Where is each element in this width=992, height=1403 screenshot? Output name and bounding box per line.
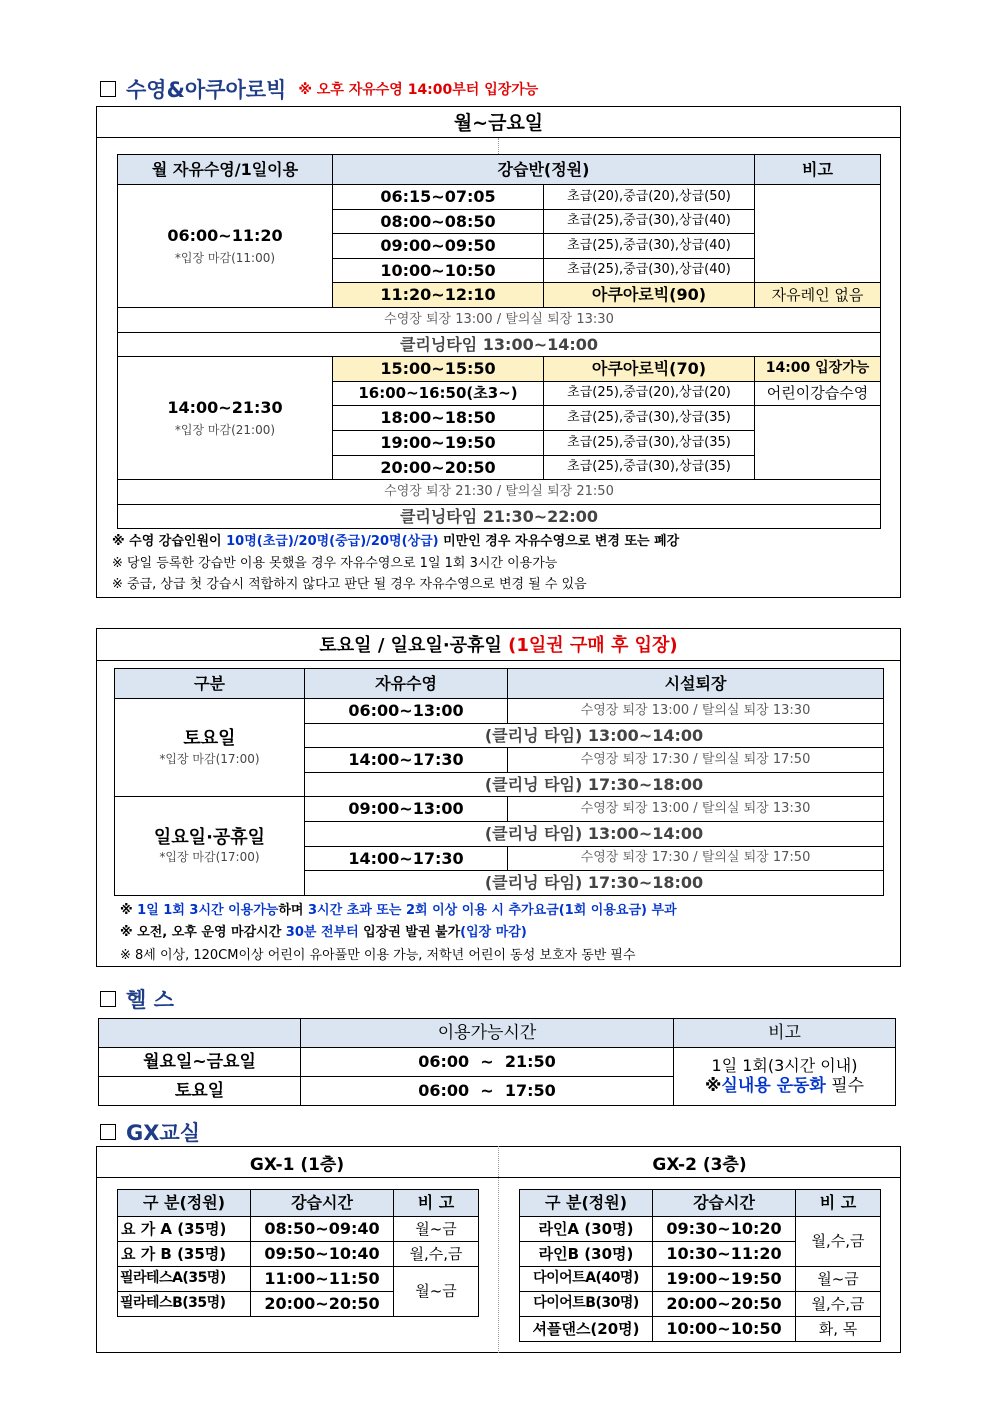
col-header: 시설퇴장 — [508, 669, 884, 699]
note-text: ※ 오전, 오후 운영 마감시간 — [120, 925, 286, 940]
health-day: 토요일 — [99, 1077, 301, 1106]
class-time: 10:00~10:50 — [653, 1317, 796, 1342]
health-time: 06:00 ~ 21:50 — [301, 1048, 674, 1077]
note-cell — [755, 185, 881, 283]
divider — [498, 138, 499, 154]
col-header — [99, 1019, 301, 1048]
note-text: 입장권 발권 불가 — [358, 925, 461, 940]
class-days: 월~금 — [796, 1267, 881, 1292]
saturday-close: *입장 마감(17:00) — [159, 751, 260, 766]
pm-close: *입장 마감(21:00) — [174, 423, 276, 438]
pm-free-cell — [118, 357, 333, 480]
checkbox-square-icon — [100, 81, 116, 97]
sunday-label: 일요일·공휴일 — [153, 826, 266, 848]
class-time: 09:00~09:50 — [333, 234, 544, 259]
class-name: 요 가 B (35명) — [118, 1242, 251, 1267]
class-days: 월~금 — [394, 1217, 479, 1242]
class-time: 19:00~19:50 — [333, 430, 544, 455]
checkbox-square-icon — [100, 991, 116, 1007]
cleaning-time-2: 클리닝타임 21:30~22:00 — [118, 504, 881, 529]
col-header: 구 분(정원) — [118, 1190, 251, 1217]
sunday-close: *입장 마감(17:00) — [159, 850, 260, 865]
sat-pm-exit: 수영장 퇴장 17:30 / 탈의실 퇴장 17:50 — [508, 748, 884, 773]
class-days: 월~금 — [394, 1267, 479, 1317]
note-highlight: 30분 전부터 — [285, 925, 359, 940]
gx-title: GX교실 — [126, 1121, 200, 1145]
class-name: 필라테스A(35명) — [118, 1267, 251, 1292]
health-table — [98, 1018, 896, 1106]
gx-heading — [100, 1117, 200, 1147]
col-header: 강습반(정원) — [333, 155, 755, 185]
kids-note: 어린이강습수영 — [755, 381, 881, 406]
sat-pm-time: 14:00~17:30 — [305, 748, 508, 773]
sun-am-exit: 수영장 퇴장 13:00 / 탈의실 퇴장 13:30 — [508, 797, 884, 822]
sat-am-time: 06:00~13:00 — [305, 699, 508, 724]
col-header: 구분 — [115, 669, 305, 699]
saturday-label: 토요일 — [183, 728, 236, 750]
gx1-table — [117, 1189, 479, 1317]
note-highlight: 실내용 운동화 — [721, 1075, 826, 1096]
class-time: 20:00~20:50 — [251, 1292, 394, 1317]
class-time: 11:00~11:50 — [251, 1267, 394, 1292]
aqua-am-note: 자유레인 없음 — [755, 283, 881, 308]
class-name: 요 가 A (35명) — [118, 1217, 251, 1242]
class-time: 10:00~10:50 — [333, 258, 544, 283]
health-time: 06:00 ~ 17:50 — [301, 1077, 674, 1106]
am-exit: 수영장 퇴장 13:00 / 탈의실 퇴장 13:30 — [118, 307, 881, 332]
col-header: 월 자유수영/1일이용 — [118, 155, 333, 185]
class-name: 다이어트B(30명) — [520, 1292, 653, 1317]
cleaning-time: (클리닝 타임) 17:30~18:00 — [305, 871, 884, 896]
weekend-note-1 — [120, 899, 677, 918]
col-header: 자유수영 — [305, 669, 508, 699]
class-days: 월,수,금 — [796, 1292, 881, 1317]
sun-am-time: 09:00~13:00 — [305, 797, 508, 822]
col-header: 비 고 — [796, 1190, 881, 1217]
sat-am-exit: 수영장 퇴장 13:00 / 탈의실 퇴장 13:30 — [508, 699, 884, 724]
health-heading — [100, 984, 174, 1014]
cleaning-time: (클리닝 타임) 13:00~14:00 — [305, 821, 884, 846]
class-name: 다이어트A(40명) — [520, 1267, 653, 1292]
col-header: 이용가능시간 — [301, 1019, 674, 1048]
swim-heading-note: ※ 오후 자유수영 14:00부터 입장가능 — [298, 82, 539, 98]
weekend-title-text: 토요일 / 일요일·공휴일 — [319, 635, 502, 656]
sunday-cell — [115, 797, 305, 895]
cleaning-time-1: 클리닝타임 13:00~14:00 — [118, 332, 881, 357]
col-header: 강습시간 — [653, 1190, 796, 1217]
sun-pm-exit: 수영장 퇴장 17:30 / 탈의실 퇴장 17:50 — [508, 846, 884, 871]
class-time: 09:30~10:20 — [653, 1217, 796, 1242]
note-text: ※ — [120, 903, 138, 918]
health-note-1: 1일 1회(3시간 이내) — [711, 1056, 858, 1076]
col-header: 비고 — [674, 1019, 896, 1048]
am-free-cell — [118, 185, 333, 308]
class-time: 20:00~20:50 — [653, 1292, 796, 1317]
swim-note-2: ※ 당일 등록한 강습반 이용 못했을 경우 자유수영으로 1일 1회 3시간 이용가능 — [112, 556, 558, 571]
aqua-pm-cap: 아쿠아로빅(70) — [544, 357, 755, 382]
class-days: 월,수,금 — [796, 1217, 881, 1267]
pm-exit: 수영장 퇴장 21:30 / 탈의실 퇴장 21:50 — [118, 480, 881, 505]
note-text: 하며 — [278, 903, 309, 918]
aqua-pm-note: 14:00 입장가능 — [755, 357, 881, 382]
class-capacity: 초급(25),중급(30),상급(40) — [544, 258, 755, 283]
note-text: 필수 — [825, 1075, 865, 1096]
class-time: 19:00~19:50 — [653, 1267, 796, 1292]
pm-free-time: 14:00~21:30 — [167, 397, 283, 417]
class-capacity: 초급(25),중급(30),상급(35) — [544, 455, 755, 480]
weekend-title — [96, 628, 901, 661]
swim-title: 수영&아쿠아로빅 — [126, 78, 287, 102]
weekend-note-2 — [120, 921, 527, 940]
note-highlight: 10명(초급)/20명(중급)/20명(상급) — [226, 534, 439, 549]
kids-time: 16:00~16:50(초3~) — [333, 381, 544, 406]
class-time: 18:00~18:50 — [333, 406, 544, 431]
aqua-am-time: 11:20~12:10 — [333, 283, 544, 308]
class-capacity: 초급(25),중급(30),상급(40) — [544, 209, 755, 234]
gx2-title: GX-2 (3층) — [652, 1154, 747, 1175]
aqua-pm-time: 15:00~15:50 — [333, 357, 544, 382]
note-highlight: 1일 1회 3시간 이용가능 — [137, 903, 279, 918]
col-header: 비고 — [755, 155, 881, 185]
cleaning-time: (클리닝 타임) 13:00~14:00 — [305, 723, 884, 748]
class-capacity: 초급(25),중급(30),상급(35) — [544, 430, 755, 455]
class-name: 필라테스B(35명) — [118, 1292, 251, 1317]
checkbox-square-icon — [100, 1124, 116, 1140]
class-time: 08:00~08:50 — [333, 209, 544, 234]
class-days: 화, 목 — [796, 1317, 881, 1342]
cleaning-time: (클리닝 타임) 17:30~18:00 — [305, 772, 884, 797]
col-header: 비 고 — [394, 1190, 479, 1217]
saturday-cell — [115, 699, 305, 797]
am-close: *입장 마감(11:00) — [174, 251, 276, 266]
col-header: 구 분(정원) — [520, 1190, 653, 1217]
class-time: 08:50~09:40 — [251, 1217, 394, 1242]
swim-note-3: ※ 중급, 상급 첫 강습시 적합하지 않다고 판단 될 경우 자유수영으로 변경 될 수 있음 — [112, 577, 587, 592]
am-free-time: 06:00~11:20 — [167, 225, 283, 245]
health-note-2 — [674, 1077, 895, 1096]
col-header: 강습시간 — [251, 1190, 394, 1217]
class-time: 10:30~11:20 — [653, 1242, 796, 1267]
health-day: 월요일~금요일 — [99, 1048, 301, 1077]
aqua-am-cap: 아쿠아로빅(90) — [544, 283, 755, 308]
weekday-title: 월~금요일 — [96, 106, 901, 138]
note-text: ※ — [704, 1075, 722, 1096]
class-time: 09:50~10:40 — [251, 1242, 394, 1267]
class-time: 20:00~20:50 — [333, 455, 544, 480]
class-name: 라인B (30명) — [520, 1242, 653, 1267]
note-highlight: (입장 마감) — [460, 925, 527, 940]
weekend-title-note: (1일권 구매 후 입장) — [508, 635, 678, 656]
class-name: 라인A (30명) — [520, 1217, 653, 1242]
class-name: 셔플댄스(20명) — [520, 1317, 653, 1342]
health-title: 헬 스 — [126, 988, 174, 1012]
swim-note-1 — [112, 530, 679, 549]
gx1-title: GX-1 (1층) — [249, 1154, 345, 1175]
note-text: 미만인 경우 자유수영으로 변경 또는 폐강 — [438, 534, 680, 549]
class-time: 06:15~07:05 — [333, 185, 544, 210]
class-days: 월,수,금 — [394, 1242, 479, 1267]
weekend-note-3: ※ 8세 이상, 120CM이상 어린이 유아풀만 이용 가능, 저학년 어린이 동성 보호자 동반 필수 — [120, 948, 636, 963]
health-note-cell — [674, 1048, 896, 1106]
note-cell — [755, 406, 881, 480]
class-capacity: 초급(25),중급(30),상급(35) — [544, 406, 755, 431]
weekend-table — [114, 668, 884, 896]
kids-capacity: 초급(25),중급(20),상급(20) — [544, 381, 755, 406]
weekday-table — [117, 154, 881, 529]
class-capacity: 초급(25),중급(30),상급(40) — [544, 234, 755, 259]
gx2-table — [519, 1189, 881, 1342]
class-capacity: 초급(20),중급(20),상급(50) — [544, 185, 755, 210]
swim-heading — [100, 74, 538, 104]
sun-pm-time: 14:00~17:30 — [305, 846, 508, 871]
note-text: ※ 수영 강습인원이 — [112, 534, 227, 549]
note-highlight: 3시간 초과 또는 2회 이상 이용 시 추가요금(1회 이용요금) 부과 — [308, 903, 677, 918]
